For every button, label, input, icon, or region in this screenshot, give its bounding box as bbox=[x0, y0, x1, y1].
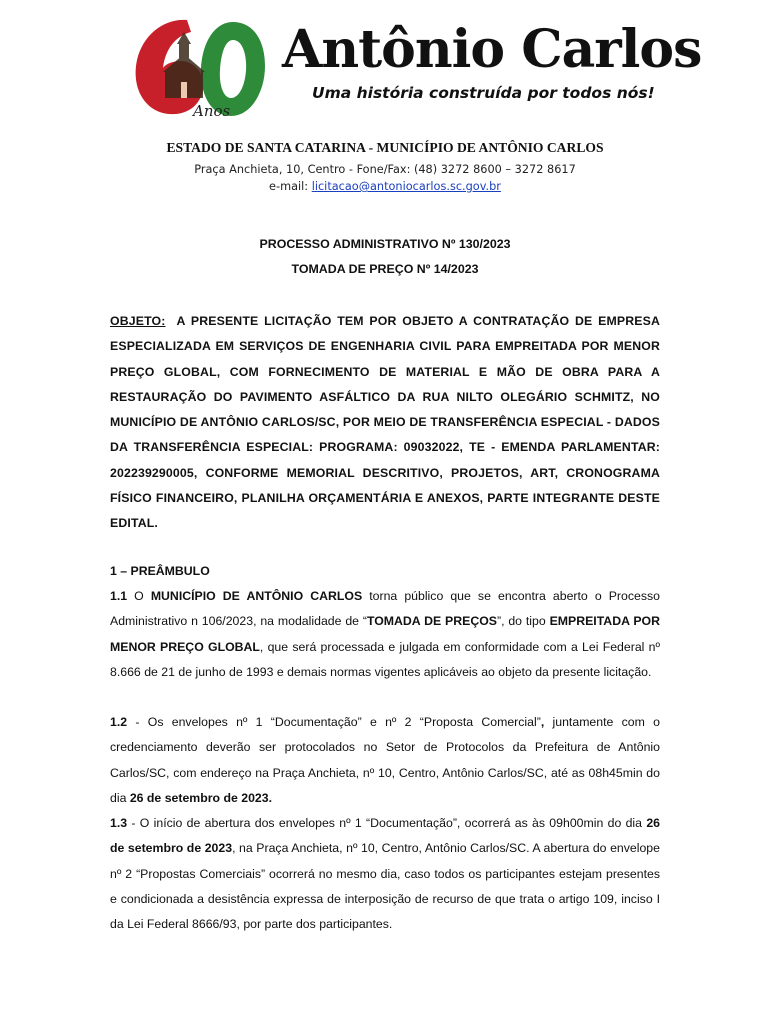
para-text: O bbox=[127, 589, 151, 603]
state-municipality-line: ESTADO DE SANTA CATARINA - MUNICÍPIO DE ANTÔNIO CARLOS bbox=[166, 140, 604, 155]
para-bold: 26 de setembro de 2023 bbox=[110, 816, 660, 856]
para-text: - O início de abertura dos envelopes nº 1 “Documentação”, ocorrerá as às 09h00min do dia bbox=[127, 816, 647, 830]
60-anos-logo bbox=[125, 12, 270, 122]
paragraph-1-3 bbox=[110, 811, 660, 937]
para-text: torna público que se encontra aberto o Processo Administrativo n 106/2023, na modalidade de “ bbox=[110, 589, 660, 629]
para-bold: TOMADA DE PREÇOS bbox=[366, 614, 497, 629]
address-line: Praça Anchieta, 10, Centro - Fone/Fax: (48) 3272 8600 – 3272 8617 bbox=[194, 163, 576, 176]
para-number: 1.1 bbox=[110, 589, 128, 603]
para-bold: MUNICÍPIO DE ANTÔNIO CARLOS bbox=[150, 589, 363, 603]
para-text: , na Praça Anchieta, nº 10, Centro, Antônio Carlos/SC. A abertura do envelope nº 2 “Propostas Comerciais” ocorrerá no mesmo dia, caso todos os participantes estejam presentes e condicionada a desistência expressa de interposição de recurso de que trata o artigo 109, inciso I da Lei Federal 8666/93, por parte dos participantes. bbox=[110, 841, 660, 932]
logo-anos-text: Anos bbox=[193, 102, 231, 120]
email-line bbox=[0, 180, 770, 193]
brand-tagline: Uma história construída por todos nós! bbox=[312, 84, 655, 102]
para-bold: , bbox=[540, 715, 545, 729]
para-text: juntamente com o credenciamento deverão ser protocolados no Setor de Protocolos da Prefeitura de Antônio Carlos/SC, com endereço na Praça Anchieta, nº 10, Centro, Antônio Carlos/SC, até as 08h45min do dia bbox=[110, 715, 660, 805]
para-text: , que será processada e julgada em conformidade com a Lei Federal nº 8.666 de 21 de junho de 1993 e demais normas vigentes aplicáveis ao objeto da presente licitação. bbox=[110, 639, 660, 679]
email-prefix: e-mail: bbox=[269, 180, 312, 193]
para-text: ”, do tipo bbox=[496, 614, 550, 629]
paragraph-1-2 bbox=[110, 710, 660, 811]
para-text: - Os envelopes nº 1 “Documentação” e nº 2 “Proposta Comercial” bbox=[127, 715, 541, 729]
para-number: 1.2 bbox=[110, 715, 128, 729]
tomada-title: TOMADA DE PREÇO Nº 14/2023 bbox=[291, 262, 479, 276]
section-heading-preambulo: 1 – PREÂMBULO bbox=[110, 564, 210, 578]
para-number: 1.3 bbox=[110, 816, 128, 830]
para-bold: 26 de setembro de 2023. bbox=[129, 790, 272, 805]
processo-title: PROCESSO ADMINISTRATIVO Nº 130/2023 bbox=[259, 237, 511, 251]
objeto-paragraph bbox=[110, 309, 660, 537]
para-bold: EMPREITADA POR MENOR PREÇO GLOBAL bbox=[110, 614, 660, 654]
email-link[interactable]: licitacao@antoniocarlos.sc.gov.br bbox=[311, 180, 501, 193]
paragraph-1-1 bbox=[110, 584, 660, 685]
brand-title: Antônio Carlos bbox=[282, 19, 702, 80]
objeto-text: A PRESENTE LICITAÇÃO TEM POR OBJETO A CONTRATAÇÃO DE EMPRESA ESPECIALIZADA EM SERVIÇOS DE ENGENHARIA CIVIL PARA EMPREITADA POR MENOR PREÇO GLOBAL, COM FORNECIMENTO DE MATERIAL E MÃO DE OBRA PARA A RESTAURAÇÃO DO PAVIMENTO ASFÁLTICO DA RUA NILTO OLEGÁRIO SCHMITZ, NO MUNICÍPIO DE ANTÔNIO CARLOS/SC, POR MEIO DE TRANSFERÊNCIA ESPECIAL - DADOS DA TRANSFERÊNCIA ESPECIAL: PROGRAMA: 09032022, TE - EMENDA PARLAMENTAR: 202239290005, CONFORME MEMORIAL DESCRITIVO, PROJETOS, ART, CRONOGRAMA FÍSICO FINANCEIRO, PLANILHA ORÇAMENTÁRIA E ANEXOS, PARTE INTEGRANTE DESTE EDITAL. bbox=[110, 314, 660, 531]
objeto-label: OBJETO: bbox=[110, 314, 166, 328]
